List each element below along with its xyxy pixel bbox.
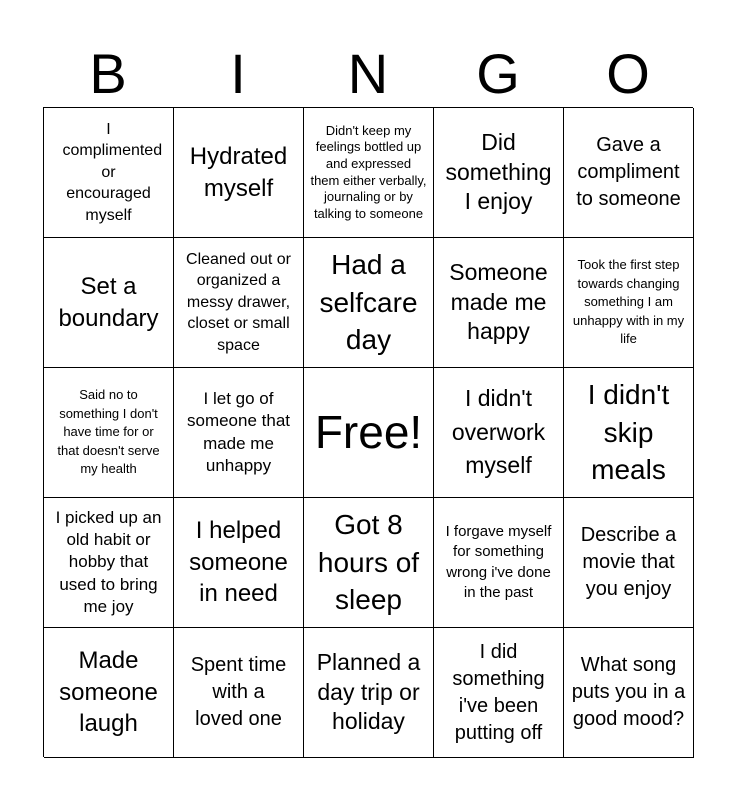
bingo-cell[interactable] (304, 628, 434, 758)
bingo-cell-text: Did something I enjoy (445, 128, 552, 215)
header-letter-b: B (89, 42, 127, 105)
bingo-cell[interactable] (44, 238, 174, 368)
bingo-cell-text: I forgave myself for something wrong i've done in the past (445, 523, 552, 601)
bingo-cell-text: I didn't skip meals (587, 378, 670, 486)
bingo-cell-text: What song puts you in a good mood? (571, 654, 686, 730)
bingo-cell[interactable] (434, 238, 564, 368)
bingo-cell-text: Cleaned out or organized a messy drawer, closet or small space (186, 250, 291, 354)
bingo-cell-text: Hydrated myself (189, 142, 288, 202)
bingo-cell[interactable] (434, 368, 564, 498)
bingo-cell[interactable] (44, 368, 174, 498)
bingo-cell-text: Planned a day trip or holiday (316, 648, 421, 735)
free-space-text: Free! (314, 405, 423, 458)
bingo-cell[interactable] (564, 498, 694, 628)
bingo-cell[interactable] (44, 498, 174, 628)
bingo-cell[interactable] (434, 628, 564, 758)
bingo-cell[interactable] (304, 238, 434, 368)
bingo-cell-text: Said no to something I don't have time for or that doesn't serve my health (57, 387, 160, 477)
bingo-cell-text: I picked up an old habit or hobby that used to bring me joy (55, 508, 162, 616)
bingo-cell-text: Got 8 hours of sleep (317, 508, 420, 616)
bingo-cell-text: Set a boundary (58, 272, 159, 332)
header-letter-g: G (476, 42, 520, 105)
bingo-cell[interactable] (304, 498, 434, 628)
bingo-cell-text: Took the first step towards changing something I am unhappy with in my life (572, 257, 685, 347)
bingo-cell[interactable] (174, 238, 304, 368)
bingo-cell[interactable] (434, 108, 564, 238)
bingo-cell-text: I complimented or encouraged myself (62, 120, 163, 224)
bingo-cell-text: I let go of someone that made me unhappy (186, 389, 290, 475)
bingo-cell[interactable] (174, 108, 304, 238)
bingo-cell-text: Describe a movie that you enjoy (580, 524, 677, 600)
bingo-cell-free[interactable] (304, 368, 434, 498)
bingo-cell[interactable] (564, 108, 694, 238)
bingo-cell[interactable] (174, 368, 304, 498)
bingo-cell-text: Gave a compliment to someone (576, 134, 681, 210)
bingo-cell-text: Didn't keep my feelings bottled up and expressed them either verbally, journaling or by talking to someone (310, 122, 427, 221)
bingo-cell[interactable] (174, 628, 304, 758)
bingo-cell[interactable] (44, 108, 174, 238)
header-letter-n: N (347, 42, 389, 105)
bingo-cell[interactable] (304, 108, 434, 238)
bingo-cell-text: I didn't overwork myself (451, 385, 546, 479)
bingo-cell[interactable] (174, 498, 304, 628)
bingo-cell-text: Had a selfcare day (319, 248, 418, 356)
bingo-header (43, 40, 693, 108)
header-letter-o: O (606, 42, 650, 105)
bingo-cell[interactable] (44, 628, 174, 758)
bingo-cell-text: Made someone laugh (59, 646, 158, 738)
bingo-cell-text: Someone made me happy (449, 258, 548, 345)
bingo-cell-text: I helped someone in need (189, 516, 288, 608)
bingo-cell[interactable] (564, 368, 694, 498)
header-letter-i: I (230, 42, 246, 105)
bingo-cell-text: Spent time with a loved one (190, 654, 287, 730)
bingo-board (43, 107, 693, 757)
bingo-cell-text: I did something i've been putting off (452, 640, 545, 744)
bingo-cell[interactable] (564, 238, 694, 368)
bingo-cell[interactable] (434, 498, 564, 628)
bingo-cell[interactable] (564, 628, 694, 758)
